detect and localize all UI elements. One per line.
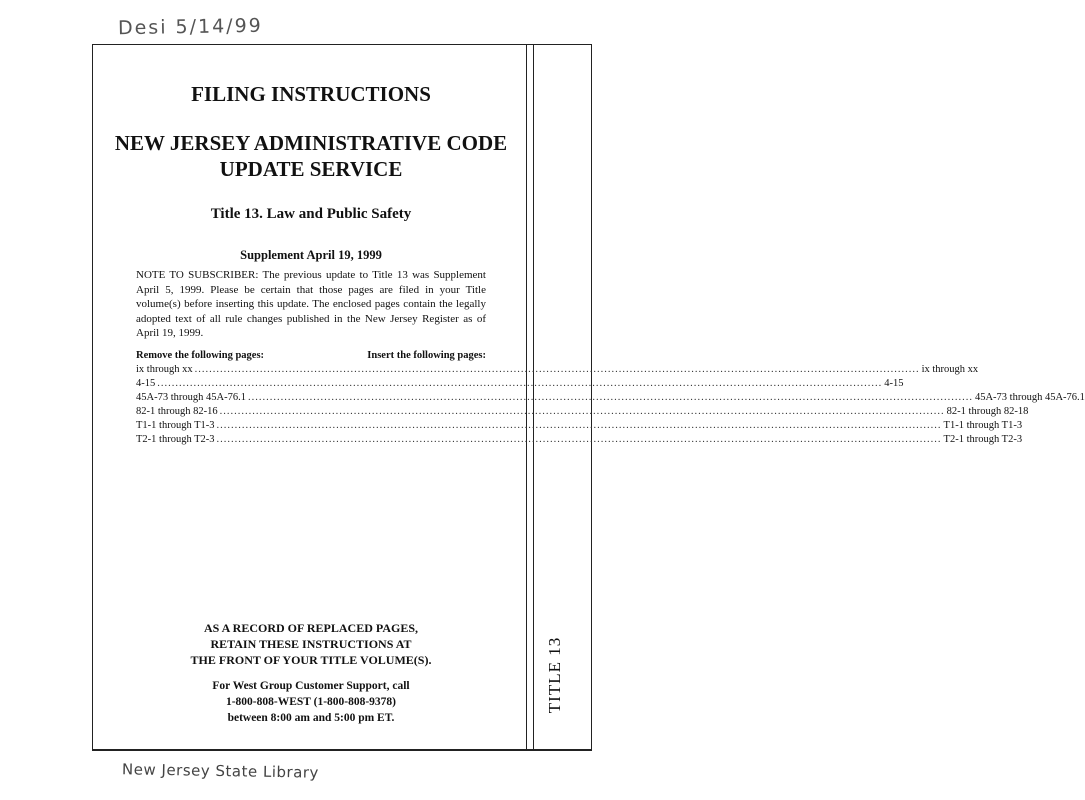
record-notice [96,620,526,668]
remove-column-header: Remove the following pages: [136,350,265,361]
remove-pages: 82-1 through 82-16 [136,406,218,417]
leader-dots: ........................................................................................................................................................................................................ [247,392,973,403]
library-stamp: New Jersey State Library [121,760,320,782]
remove-pages: T1-1 through T1-3 [136,420,215,431]
frame-top-border [92,44,592,45]
remove-pages: 45A-73 through 45A-76.1 [136,392,246,403]
support-line-1: For West Group Customer Support, call [212,680,410,692]
record-notice-line-3: THE FRONT OF YOUR TITLE VOLUME(S). [190,653,432,667]
frame-bottom-border [92,749,592,751]
insert-pages: 4-15 [884,378,904,389]
table-row [136,419,1023,433]
side-tab [538,630,572,720]
insert-pages: T2-1 through T2-3 [943,434,1023,445]
code-title-line-1: NEW JERSEY ADMINISTRATIVE CODE [114,131,508,155]
page-title: FILING INSTRUCTIONS [191,82,431,106]
insert-column-header: Insert the following pages: [367,350,486,361]
table-header [136,348,486,363]
code-title [96,130,526,182]
leader-dots: ........................................................................................................................................................................................................ [157,378,883,389]
table-row [136,391,1085,405]
side-tab-label: TITLE 13 [545,636,565,714]
page-replacement-table [136,348,1085,447]
record-notice-line-1: AS A RECORD OF REPLACED PAGES, [203,621,419,635]
title-line: Title 13. Law and Public Safety [210,206,412,222]
support-phone: 1-800-808-WEST (1-800-808-9378) [225,696,397,708]
support-hours: between 8:00 am and 5:00 pm ET. [227,712,395,724]
leader-dots: ........................................................................................................................................................................................................ [194,364,920,375]
leader-dots: ........................................................................................................................................................................................................ [219,406,945,417]
table-row [136,363,979,377]
insert-pages: 82-1 through 82-18 [946,406,1029,417]
table-row [136,405,1029,419]
code-title-line-2: UPDATE SERVICE [219,157,403,181]
leader-dots: ........................................................................................................................................................................................................ [216,434,942,445]
remove-pages: T2-1 through T2-3 [136,434,215,445]
table-row [136,377,904,391]
record-notice-line-2: RETAIN THESE INSTRUCTIONS AT [210,637,412,651]
table-row [136,433,1023,447]
subscriber-note: NOTE TO SUBSCRIBER: The previous update to Title 13 was Supplement April 5, 1999. Please be certain that those pages are filed in your Title volume(s) before inserting this update. The enclosed pages contain the legally adopted text of all rule changes published in the New Jersey Register as of April 19, 1999. [136,269,486,339]
customer-support-info [96,678,526,726]
frame-left-border [92,44,93,750]
handwritten-date-note: Desi 5/14/99 [117,14,263,40]
supplement-date: Supplement April 19, 1999 [240,248,382,262]
insert-pages: 45A-73 through 45A-76.1 [974,392,1085,403]
remove-pages: ix through xx [136,364,193,375]
insert-pages: T1-1 through T1-3 [943,420,1023,431]
insert-pages: ix through xx [921,364,979,375]
remove-pages: 4-15 [136,378,156,389]
leader-dots: ........................................................................................................................................................................................................ [216,420,942,431]
